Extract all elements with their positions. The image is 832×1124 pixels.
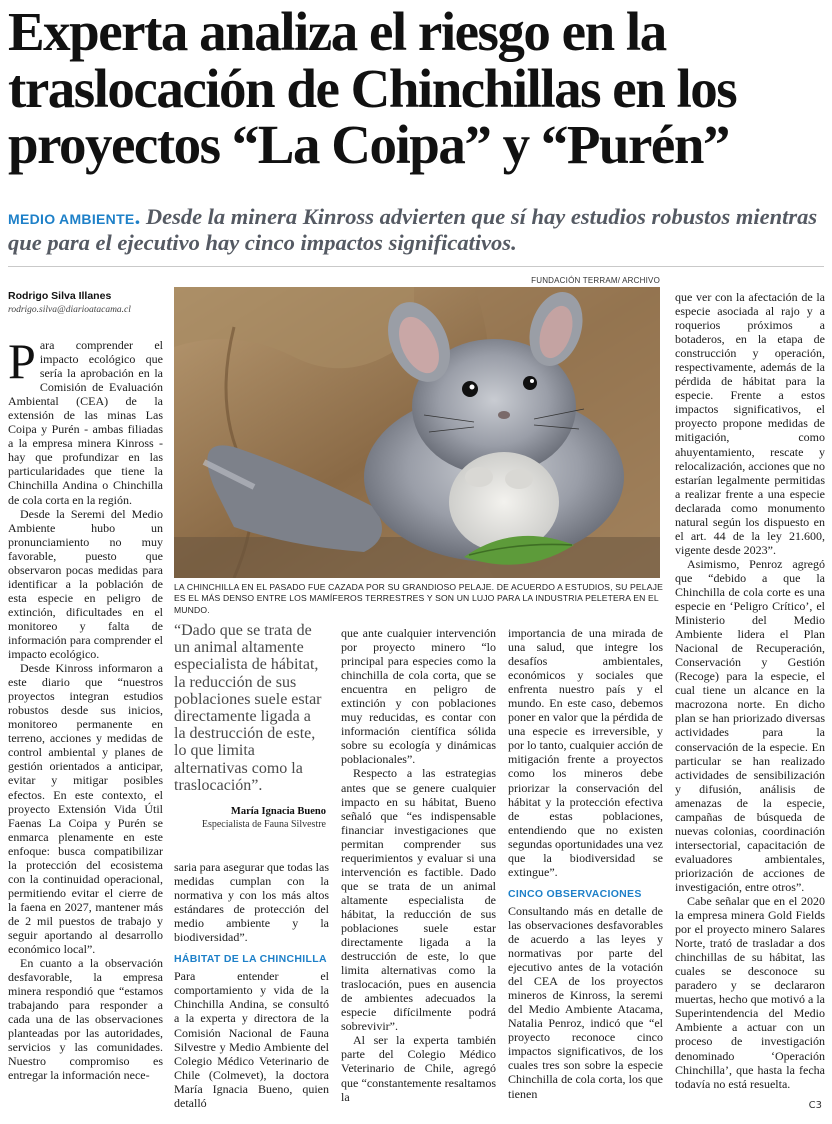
article-column-5 [675, 290, 825, 1091]
pull-quote-role: Especialista de Fauna Silvestre [201, 819, 326, 831]
pull-quote [174, 622, 326, 830]
end-mark: C3 [808, 1100, 822, 1111]
divider [8, 266, 824, 267]
paragraph: Desde Kinross informaron a este diario que “nuestros proyectos integran estudios robustos desde sus inicios, monitoreo permanente en terreno, acciones y medidas de control ambiental y planes de gestión orientados a anticipar, evitar y mitigar posibles efectos. En este contexto, el proyecto Extensión Vida Útil Faenas La Coipa y Purén se enmarca plenamente en este enfoque: busca compatibilizar la protección del ecosistema con la continuidad operacional, permitiendo evitar el cierre de la faena en 2027, mantener más de 2 mil puestos de trabajo y seguir aportando al desarrollo económico local”. [8, 661, 163, 957]
section-subhead: HÁBITAT DE LA CHINCHILLA [174, 953, 327, 966]
author-email: rodrigo.silva@diarioatacama.cl [8, 305, 131, 315]
paragraph: En cuanto a la observación desfavorable, la empresa minera respondió que “estamos trabajando para responder a cada una de las observaciones planteadas por las autoridades, servicios y las comunidades. Nuestro compromiso es entregar la información nece- [8, 956, 163, 1083]
paragraph: Para entender el comportamiento y vida de la Chinchilla Andina, se consultó a la experta y directora de la Comisión Nacional de Fauna Silvestre y Medio Ambiente del Colegio Médico Veterinario de Chile (Colmevet), la doctora María Ignacia Bueno, quien detalló [174, 969, 329, 1110]
paragraph: Asimismo, Penroz agregó que “debido a que la Chinchilla de cola corte es una especie en ‘Peligro Crítico’, el Ministerio del Medio Ambiente lidera el Plan Nacional de Recuperación, Conservación y Gestión (Recoge) para la especie, el cual tiene un alcance en la macrozona norte. En dicho plan se han priorizado diversas actividades para la conservación de la especie. En particular se han realizado actividades de sensibilización y difusión, análisis de amenazas de la especie, campañas de búsqueda de nuevas colonias, coordinación intersectorial, capacitación de evaluadores ambientales, priorización de acciones de investigación, entre otros”. [675, 556, 825, 894]
article-column-4 [508, 626, 663, 1101]
pull-quote-text: “Dado que se trata de un animal altamente especialista de hábitat, la reducción de sus poblaciones suele estar directamente ligada a la destrucción de este, lo que limita alternativas como la traslocación”. [174, 622, 322, 794]
section-subhead: CINCO OBSERVACIONES [508, 887, 642, 900]
chinchilla-photo [174, 287, 660, 578]
article-column-3 [341, 626, 496, 1104]
drop-cap: P [8, 333, 36, 389]
paragraph: que ver con la afectación de la especie asociada al rajo y a roquerios próximos a botaderos, en la etapa de construcción y operación, respectivamente, además de la pérdida de hábitat para la especie. Frente a estos impactos significativos, el proyecto propone medidas de mitigación, como ahuyentamiento, rescate y relocalización, acciones que no estarían legalmente permitidas a realizar frente a una especie declarada como monumento natural según los dispuesto en el art. 44 de la ley 21.600, vigente desde 2023”. [675, 290, 825, 557]
paragraph: Desde la Seremi del Medio Ambiente hubo un pronunciamiento no muy favorable, puesto que observaron pocas medidas para identificar a la población de esta especie en peligro de extinción, dificultades en el monitoreo y falta de información para comprender el impacto ecológico. [8, 506, 163, 662]
paragraph: que ante cualquier intervención por proyecto minero “lo principal para especies como la chinchilla de cola corta, que se encuentra en peligro de extinción y con poblaciones muy reducidas, es contar con información científica sólida sobre su ecología y dinámicas poblacionales”. [341, 626, 496, 767]
paragraph: Al ser la experta también parte del Colegio Médico Veterinario de Chile, agregó que “constantemente resaltamos la [341, 1033, 496, 1104]
headline-line-3: proyectos “La Coipa” y “Purén” [8, 114, 729, 176]
headline-line-2: traslocación de Chinchillas en los [8, 57, 737, 119]
article-column-2 [174, 860, 329, 1110]
paragraph: Cabe señalar que en el 2020 la empresa minera Gold Fields por el proyecto minero Salares Norte, trató de trasladar a dos chinchillas de su hábitat, las cuales se desconoce su paradero y se declararon muertas, hecho que motivó a la Superintendencia del Medio Ambiente a actuar con un proceso de investigación denominado ‘Operación Chinchilla’, que hasta la fecha todavía no está resuelta. [675, 894, 825, 1091]
paragraph: Respecto a las estrategias antes que se genere cualquier impacto en su hábitat, Bueno señaló que “es indispensable financiar investigaciones que permitan comprender sus requerimientos y evaluar si una intervención es factible. Dado que se trata de un animal altamente especialista de hábitat, la reducción de sus poblaciones suele estar directamente ligada a la destrucción de este, lo que limita alternativas como la traslocación, pues en ausencia de ambientes adecuados la especie difícilmente podrá sobrevivir”. [341, 766, 496, 1034]
paragraph-text: ara comprender el impacto ecológico que sería la aprobación en la Comisión de Evaluación Ambiental (CEA) de la extensión de las minas Las Coipa y Purén - ambas filiadas a la empresa minera Kinross - hay que profundizar en las particularidades que tiene la Chinchilla Andina o Chinchilla de cola corta en la región. [8, 338, 163, 507]
paragraph [8, 333, 163, 507]
paragraph: Consultando más en detalle de las observaciones desfavorables de acuerdo a las leyes y normativas por parte del ejecutivo antes de la votación del CEA de los proyectos mineros de Kinross, la seremi del Medio Ambiente Atacama, Natalia Penroz, indicó que “el proyecto reconoce cinco impactos significativos, de los cuales tres son sobre la especie Chinchilla de cola corta, los que tienen [508, 903, 663, 1101]
byline [8, 290, 168, 315]
headline-line-1: Experta analiza el riesgo en la [8, 1, 666, 62]
photo-credit: FUNDACIÓN TERRAM/ ARCHIVO [531, 276, 660, 285]
author-name: Rodrigo Silva Illanes [8, 290, 112, 302]
chinchilla-illustration [174, 287, 660, 578]
pull-quote-name: María Ignacia Bueno [230, 806, 326, 818]
article-column-1 [8, 333, 163, 1083]
section-kicker: MEDIO AMBIENTE [8, 211, 135, 227]
deck [8, 204, 824, 256]
kicker-dot: . [134, 204, 141, 229]
headline [8, 1, 824, 176]
paragraph: saria para asegurar que todas las medidas cumplan con la normativa y con los más altos estándares de protección del medio ambiente y la biodiversidad”. [174, 860, 329, 945]
deck-text: Desde la minera Kinross advierten que sí hay estudios robustos mientras que para el ejecutivo hay cinco impactos significativos. [8, 204, 818, 256]
paragraph: importancia de una mirada de una salud, que integre los desafíos ambientales, económicos y sociales que enfrenta nuestro país y el mundo. En este caso, debemos poner en valor que la pérdida de una especie es irreversible, y por lo tanto, cualquier acción de mitigación frente a proyectos como los mineros debe priorizar la conservación del hábitat y la protección efectiva de estas poblaciones, entendiendo que no existen segundas oportunidades una vez que la biodiversidad se extingue”. [508, 626, 663, 879]
photo-caption: LA CHINCHILLA EN EL PASADO FUE CAZADA POR SU GRANDIOSO PELAJE. DE ACUERDO A ESTUDIOS, SU PELAJE ES EL MÁS DENSO ENTRE LOS MAMÍFEROS TERRESTRES Y SON UN LUJO PARA LA INDUSTRIA PELETERA EN EL MUNDO. [174, 582, 663, 615]
